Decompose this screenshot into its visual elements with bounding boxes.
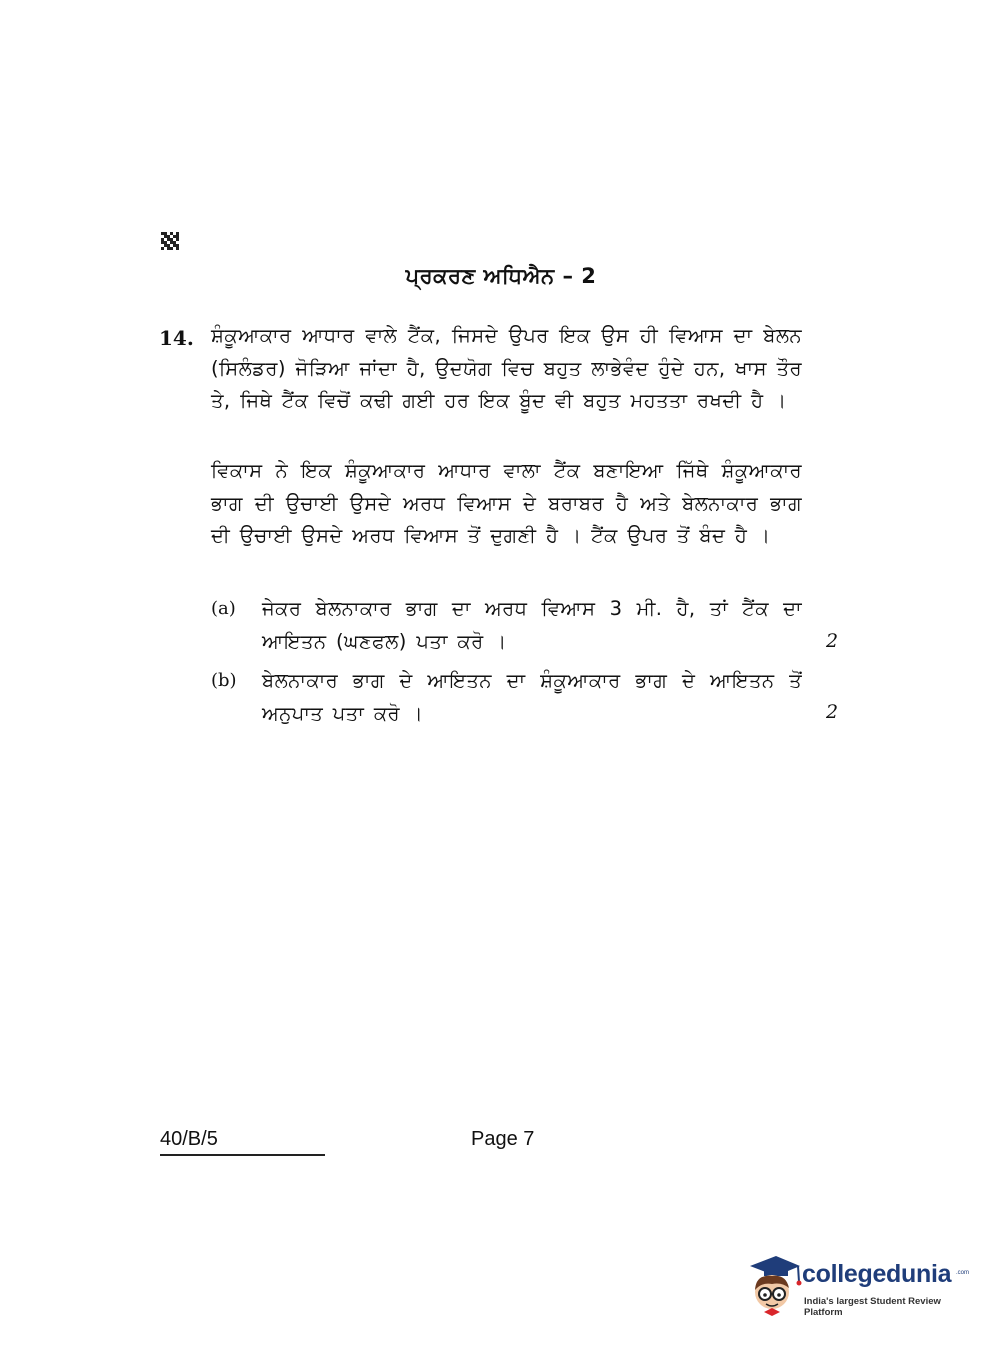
part-a-label: (a)	[211, 598, 236, 619]
question-paragraph-intro: ਸ਼ੰਕੂਆਕਾਰ ਆਧਾਰ ਵਾਲੇ ਟੈਂਕ, ਜਿਸਦੇ ਉਪਰ ਇਕ ਉਸ ਹੀ ਵਿਆਸ ਦਾ ਬੇਲਨ (ਸਿਲੰਡਰ) ਜੋੜਿਆ ਜਾਂਦਾ ਹੈ, ਉਦਯੋਗ ਵਿਚ ਬਹੁਤ ਲਾਭੇਵੰਦ ਹੁੰਦੇ ਹਨ, ਖਾਸ ਤੌਰ ਤੇ, ਜਿਥੇ ਟੈਂਕ ਵਿਚੋਂ ਕਢੀ ਗਈ ਹਰ ਇਕ ਬੂੰਦ ਵੀ ਬਹੁਤ ਮਹਤਤਾ ਰਖਦੀ ਹੈ ।	[211, 324, 802, 412]
logo-wordmark: collegedunia	[802, 1260, 952, 1288]
qr-code-icon	[161, 232, 179, 250]
part-a-text: ਜੇਕਰ ਬੇਲਨਾਕਾਰ ਭਾਗ ਦਾ ਅਰਧ ਵਿਆਸ 3 ਮੀ. ਹੈ, ਤਾਂ ਟੈਂਕ ਦਾ ਆਇਤਨ (ਘਣਫਲ) ਪਤਾ ਕਰੋ ।	[262, 597, 802, 653]
graduate-mascot-icon	[742, 1252, 802, 1320]
logo-tagline: India's largest Student Review Platform	[804, 1296, 941, 1318]
part-b-text: ਬੇਲਨਾਕਾਰ ਭਾਗ ਦੇ ਆਇਤਨ ਦਾ ਸ਼ੰਕੂਆਕਾਰ ਭਾਗ ਦੇ ਆਇਤਨ ਤੋਂ ਅਨੁਪਾਤ ਪਤਾ ਕਰੋ ।	[262, 669, 802, 725]
collegedunia-logo	[742, 1252, 972, 1320]
page-number: Page 7	[471, 1128, 535, 1150]
paper-code: 40/B/5	[160, 1128, 218, 1150]
question-number: 14.	[159, 326, 194, 350]
part-a-marks: 2	[826, 630, 839, 652]
section-title: ਪ੍ਰਕਰਣ ਅਧਿਐਨ – 2	[405, 264, 597, 288]
footer-underline	[160, 1154, 325, 1156]
part-b-marks: 2	[826, 701, 839, 723]
logo-domain-suffix: .com	[956, 1270, 970, 1276]
part-b-label: (b)	[211, 670, 237, 691]
question-paragraph-scenario: ਵਿਕਾਸ ਨੇ ਇਕ ਸ਼ੰਕੂਆਕਾਰ ਆਧਾਰ ਵਾਲਾ ਟੈਂਕ ਬਣਾਇਆ ਜਿੱਥੇ ਸ਼ੰਕੂਆਕਾਰ ਭਾਗ ਦੀ ਉਚਾਈ ਉਸਦੇ ਅਰਧ ਵਿਆਸ ਦੇ ਬਰਾਬਰ ਹੈ ਅਤੇ ਬੇਲਨਾਕਾਰ ਭਾਗ ਦੀ ਉਚਾਈ ਉਸਦੇ ਅਰਧ ਵਿਆਸ ਤੋਂ ਦੁਗਣੀ ਹੈ । ਟੈਂਕ ਉਪਰ ਤੋਂ ਬੰਦ ਹੈ ।	[211, 459, 802, 547]
